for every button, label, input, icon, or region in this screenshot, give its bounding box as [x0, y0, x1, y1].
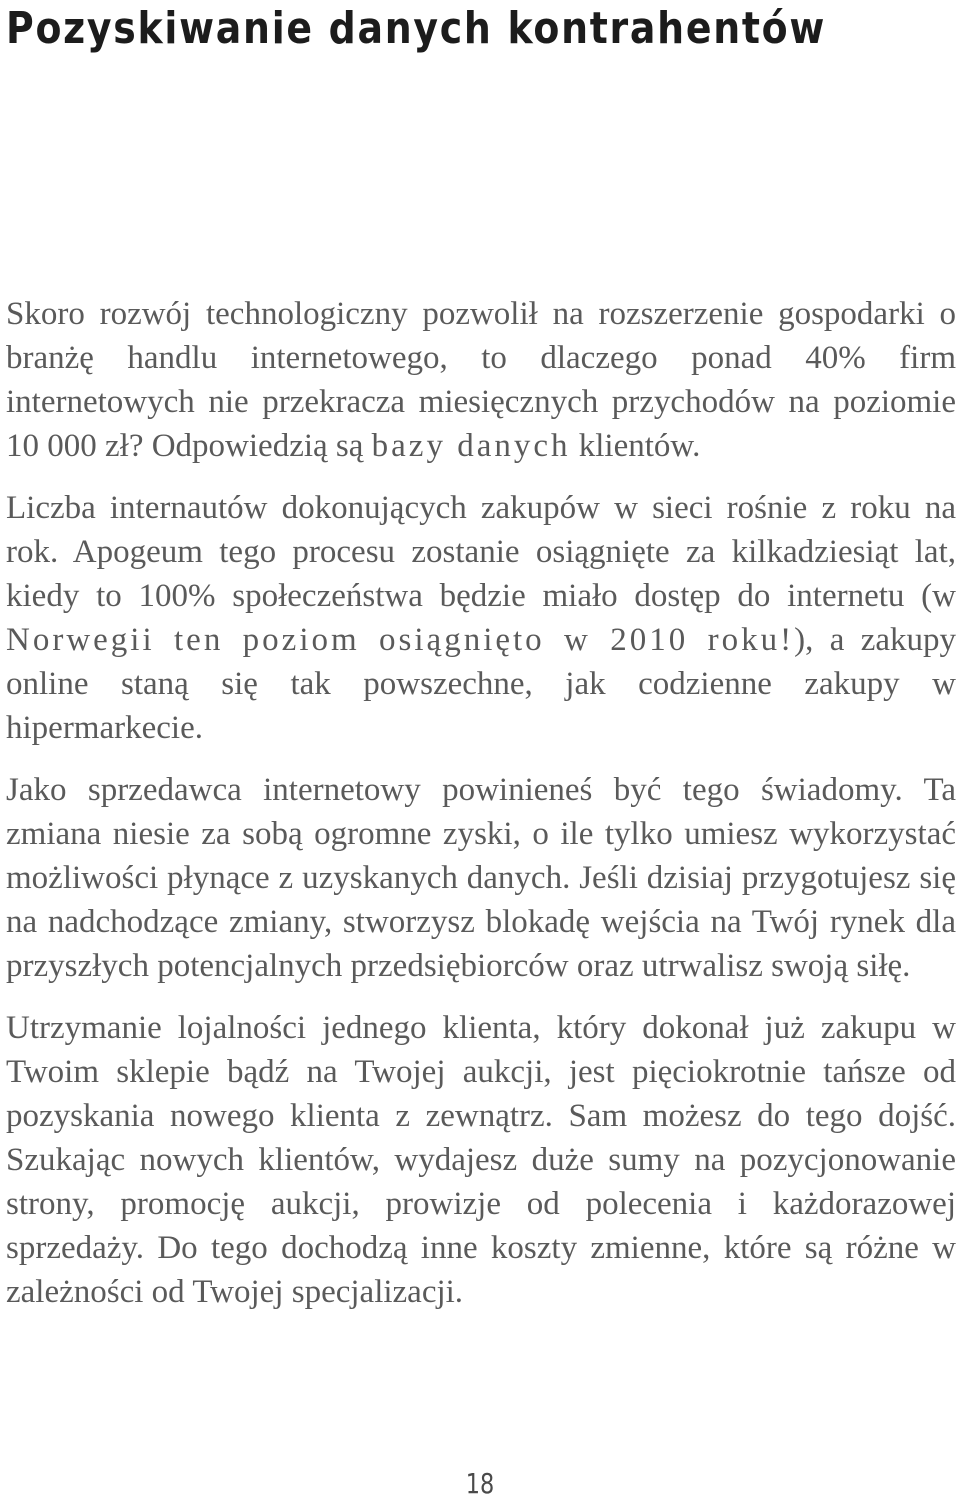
paragraph-1-text: Skoro rozwój technologiczny pozwolił na rozszerzenie gospodarki o branżę handlu internetowego, to dlaczego ponad 40% firm internetowych nie przekracza miesięcznych przychodów na poziomie 10 000 zł? Odpowiedzią są	[6, 296, 956, 464]
paragraph-1	[6, 292, 956, 468]
paragraph-2-spaced-note: Norwegii ten poziom osiągnięto w 2010 roku!	[6, 622, 795, 658]
paragraph-2	[6, 486, 956, 750]
paragraph-1-spaced-term: bazy danych	[371, 428, 571, 464]
paragraph-1-tail: klientów.	[570, 428, 701, 464]
page-number: 18	[465, 1467, 495, 1500]
page-title: Pozyskiwanie danych kontrahentów	[6, 3, 827, 54]
paragraph-2-tail: ), a zakupy online staną się tak powszechne, jak codzienne zakupy w hipermarkecie.	[6, 622, 957, 746]
paragraph-3: Jako sprzedawca internetowy powinieneś być tego świadomy. Ta zmiana niesie za sobą ogromne zyski, o ile tylko umiesz wykorzystać możliwości płynące z uzyskanych danych. Jeśli dzisiaj przygotujesz się na nadchodzące zmiany, stworzysz blokadę wejścia na Twój rynek dla przyszłych potencjalnych przedsiębiorców oraz utrwalisz swoją siłę.	[6, 772, 956, 984]
paragraph-4: Utrzymanie lojalności jednego klienta, który dokonał już zakupu w Twoim sklepie bądź na Twojej aukcji, jest pięciokrotnie tańsze od pozyskania nowego klienta z zewnątrz. Sam możesz do tego dojść. Szukając nowych klientów, wydajesz duże sumy na pozycjonowanie strony, promocję aukcji, prowizje od polecenia i każdorazowej sprzedaży. Do tego dochodzą inne koszty zmienne, które są różne w zależności od Twojej specjalizacji.	[6, 1010, 956, 1310]
paragraph-2-text: Liczba internautów dokonujących zakupów w sieci rośnie z roku na rok. Apogeum tego procesu zostanie osiągnięte za kilkadziesiąt lat, kiedy to 100% społeczeństwa będzie miało dostęp do internetu (w	[6, 490, 956, 614]
body-text	[6, 292, 956, 1332]
